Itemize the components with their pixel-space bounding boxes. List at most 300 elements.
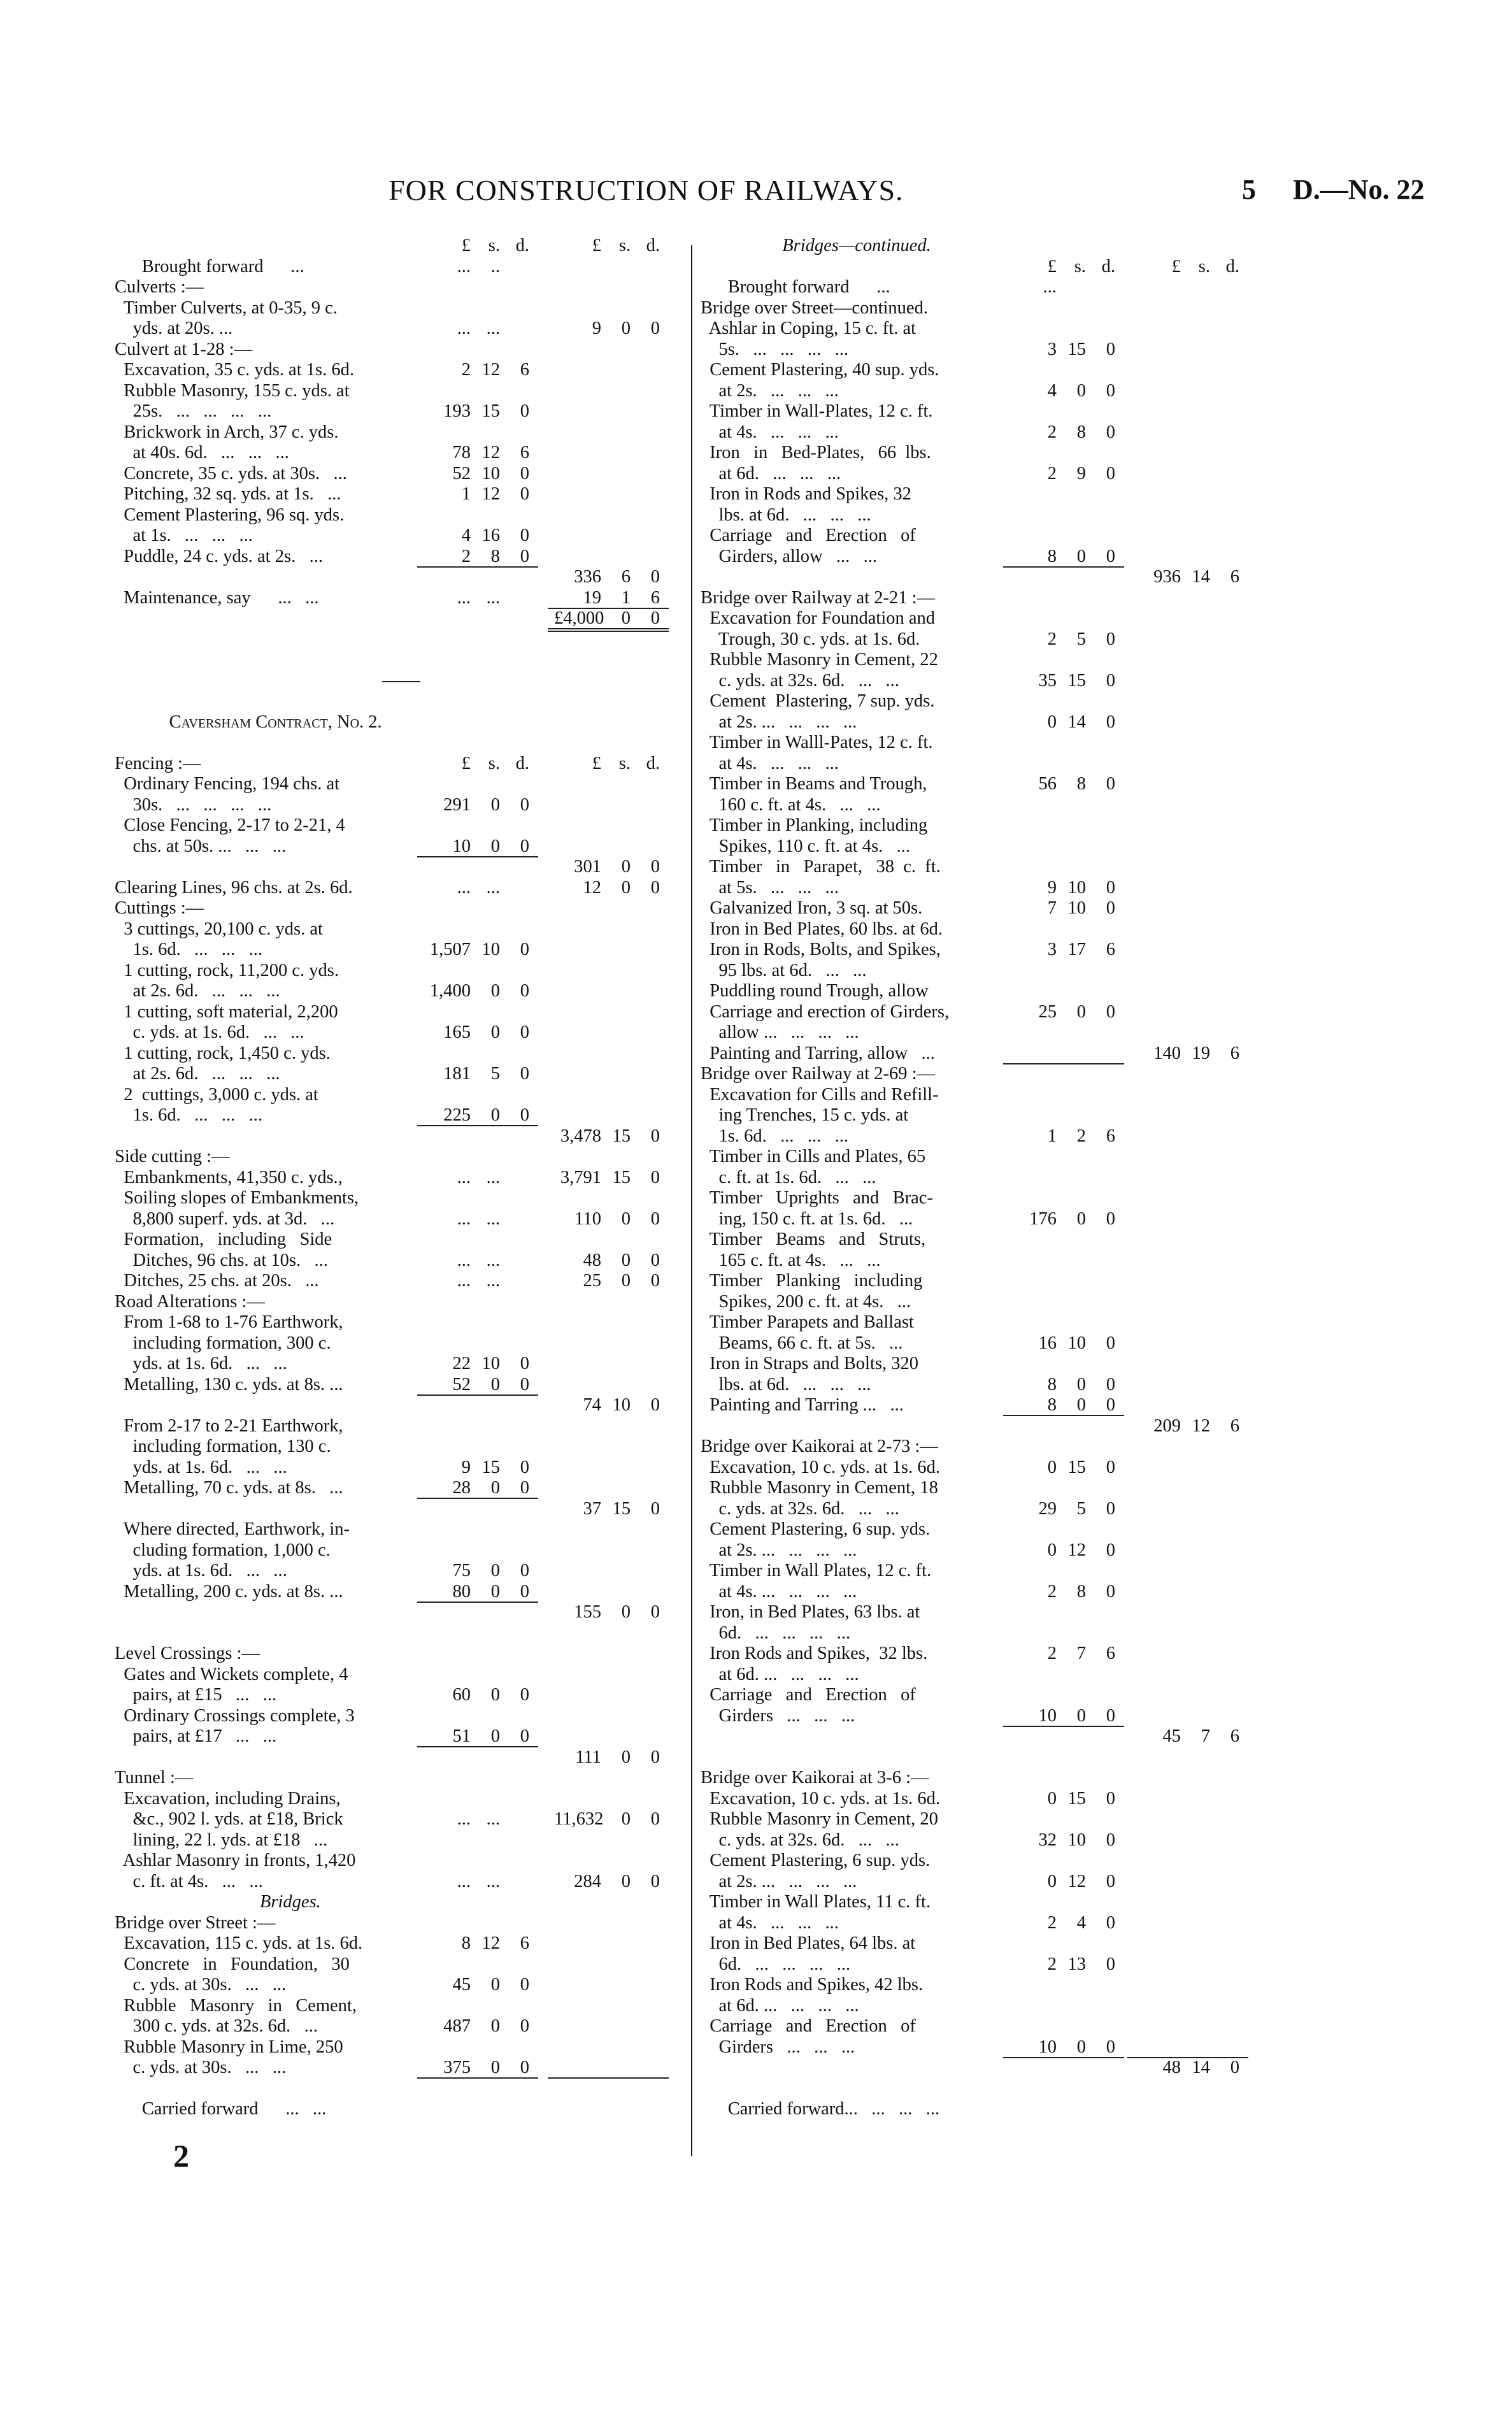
ledger-row bbox=[115, 1706, 688, 1727]
item-description: Ashlar Masonry in fronts, 1,420 bbox=[115, 1851, 356, 1870]
item-description: at 2s. ... ... ... ... bbox=[701, 1871, 857, 1891]
item-amount bbox=[1009, 1499, 1115, 1520]
pence-value: 0 bbox=[1106, 422, 1115, 442]
ledger-row bbox=[701, 1933, 1293, 1954]
ledger-row bbox=[115, 1209, 688, 1230]
item-description: allow ... ... ... ... bbox=[701, 1022, 859, 1042]
ledger-row bbox=[115, 733, 688, 754]
ledger-row bbox=[115, 1126, 688, 1147]
ledger-row bbox=[701, 981, 1293, 1002]
ledger-row bbox=[115, 1561, 688, 1582]
pounds-value: 8 bbox=[1047, 1395, 1057, 1415]
item-description: Concrete, 35 c. yds. at 30s. ... bbox=[115, 463, 347, 484]
ledger-row bbox=[701, 236, 1293, 257]
item-amount bbox=[424, 1975, 529, 1996]
pounds-value: 52 bbox=[452, 1374, 471, 1394]
shillings-value: s. bbox=[488, 236, 500, 255]
item-description: at 2s. 6d. ... ... ... bbox=[115, 1064, 280, 1084]
item-description: cluding formation, 1,000 c. bbox=[115, 1540, 331, 1560]
pence-value: 6 bbox=[1106, 1126, 1115, 1146]
subtotal-amount bbox=[554, 857, 660, 878]
pence-value: 0 bbox=[520, 940, 529, 959]
item-description: 6d. ... ... ... ... bbox=[701, 1623, 851, 1643]
pence-value: 0 bbox=[520, 1457, 529, 1477]
pounds-value: 176 bbox=[1029, 1208, 1057, 1229]
pounds-value: 336 bbox=[574, 567, 601, 587]
item-description: Iron, in Bed Plates, 63 lbs. at bbox=[701, 1602, 920, 1622]
item-description: Timber Parapets and Ballast bbox=[701, 1312, 914, 1332]
ledger-row bbox=[115, 588, 688, 609]
item-description: Ashlar in Coping, 15 c. ft. at bbox=[701, 319, 916, 338]
item-description: 1s. 6d. ... ... ... bbox=[115, 940, 262, 959]
pounds-value: ... bbox=[457, 1208, 471, 1229]
shillings-value: 5 bbox=[1076, 1498, 1086, 1519]
item-description: Timber in Wall Plates, 12 c. ft. bbox=[701, 1561, 932, 1580]
pence-value: 0 bbox=[650, 319, 660, 338]
sum-rule bbox=[382, 681, 420, 682]
item-amount bbox=[424, 1561, 529, 1582]
pence-value: 0 bbox=[520, 1685, 529, 1705]
ledger-row bbox=[701, 1188, 1293, 1209]
shillings-value: s. bbox=[618, 753, 631, 773]
ledger-row bbox=[115, 1789, 688, 1810]
item-description: Bridges. bbox=[115, 1892, 321, 1912]
shillings-value: 15 bbox=[612, 1126, 631, 1146]
subtotal-amount bbox=[1134, 1726, 1239, 1747]
item-description: Excavation for Foundation and bbox=[701, 608, 936, 628]
pence-value: 0 bbox=[520, 794, 529, 815]
item-amount bbox=[1009, 1395, 1115, 1416]
ledger-row bbox=[115, 712, 688, 733]
shillings-value: ... bbox=[486, 1250, 500, 1270]
ledger-row bbox=[701, 1333, 1293, 1354]
ledger-row bbox=[115, 919, 688, 940]
shillings-value bbox=[1057, 277, 1086, 298]
ledger-row bbox=[115, 671, 688, 692]
item-description: Close Fencing, 2-17 to 2-21, 4 bbox=[115, 815, 345, 835]
pence-value: 0 bbox=[520, 1726, 529, 1746]
item-description: 165 c. ft. at 4s. ... ... bbox=[701, 1250, 881, 1270]
shillings-value: 0 bbox=[621, 1809, 631, 1829]
subtotal-amount bbox=[554, 588, 660, 609]
pounds-value: 8 bbox=[1047, 1374, 1057, 1394]
pence-value: 0 bbox=[1106, 1333, 1115, 1353]
pounds-value: 28 bbox=[452, 1478, 471, 1498]
ledger-row bbox=[701, 691, 1293, 712]
item-amount bbox=[1009, 940, 1115, 961]
item-description: Timber Planking including bbox=[701, 1271, 923, 1291]
pence-value: 0 bbox=[1106, 1208, 1115, 1229]
shillings-value: s. bbox=[488, 753, 500, 773]
item-description: Caversham Contract, No. 2. bbox=[115, 712, 382, 732]
ledger-row bbox=[115, 1747, 688, 1768]
item-description: Fencing :— bbox=[115, 753, 201, 773]
pence-value bbox=[500, 1209, 529, 1230]
left-column bbox=[115, 236, 688, 2120]
item-amount bbox=[424, 1168, 529, 1189]
pence-value: 0 bbox=[650, 1498, 660, 1519]
ledger-row bbox=[115, 1043, 688, 1064]
pence-value bbox=[500, 1250, 529, 1272]
shillings-value: 6 bbox=[621, 567, 631, 587]
ledger-row bbox=[701, 1809, 1293, 1830]
pounds-value: £ bbox=[1171, 256, 1181, 276]
shillings-value: 0 bbox=[490, 1726, 500, 1746]
item-amount bbox=[424, 236, 529, 257]
item-description: Carriage and Erection of bbox=[701, 2016, 916, 2036]
ledger-row bbox=[115, 277, 688, 298]
pence-value: 6 bbox=[1230, 1726, 1239, 1746]
item-description: c. yds. at 1s. 6d. ... ... bbox=[115, 1022, 304, 1042]
page-number: 5 bbox=[1242, 174, 1256, 205]
item-amount bbox=[1009, 774, 1115, 795]
item-amount bbox=[424, 464, 529, 485]
ledger-row bbox=[701, 484, 1293, 505]
item-description: Bridges—continued. bbox=[701, 236, 931, 255]
subtotal-amount bbox=[554, 567, 660, 588]
ledger-row bbox=[701, 2099, 1293, 2120]
ledger-row bbox=[701, 277, 1293, 298]
item-description: c. yds. at 32s. 6d. ... ... bbox=[701, 1498, 899, 1519]
pence-value: 0 bbox=[520, 1374, 529, 1394]
pence-value: 6 bbox=[1106, 1644, 1115, 1663]
pounds-value: 80 bbox=[452, 1581, 471, 1602]
item-description: 1 cutting, rock, 11,200 c. yds. bbox=[115, 960, 339, 980]
item-description: Excavation, 115 c. yds. at 1s. 6d. bbox=[115, 1933, 363, 1953]
item-amount bbox=[424, 836, 529, 857]
pounds-value: ... bbox=[457, 256, 471, 276]
item-description: 160 c. ft. at 4s. ... ... bbox=[701, 794, 881, 815]
item-amount bbox=[424, 2016, 529, 2037]
item-description: Rubble Masonry in Lime, 250 bbox=[115, 2037, 343, 2057]
item-description: lbs. at 6d. ... ... ... bbox=[701, 505, 871, 525]
shillings-value: 8 bbox=[1076, 774, 1086, 794]
item-amount bbox=[1009, 1913, 1115, 1934]
item-amount bbox=[1009, 422, 1115, 443]
pounds-value: 35 bbox=[1038, 670, 1057, 691]
item-amount bbox=[424, 2058, 529, 2079]
pounds-value: ... bbox=[457, 877, 471, 898]
pence-value: 0 bbox=[650, 1271, 660, 1291]
pounds-value: 487 bbox=[443, 2016, 471, 2036]
item-amount bbox=[1009, 277, 1115, 298]
ledger-row bbox=[701, 1706, 1293, 1727]
shillings-value: 15 bbox=[612, 1498, 631, 1519]
pounds-value: 2 bbox=[1047, 1912, 1057, 1933]
shillings-value: 16 bbox=[481, 526, 500, 545]
item-description: at 4s. ... ... ... ... bbox=[701, 1581, 857, 1602]
pounds-value: 4 bbox=[461, 526, 471, 545]
item-description: at 2s. ... ... ... ... bbox=[701, 712, 857, 732]
ledger-row bbox=[115, 1168, 688, 1189]
ledger-row bbox=[115, 1416, 688, 1437]
shillings-value: 15 bbox=[1067, 1788, 1086, 1809]
pounds-value: 2 bbox=[1047, 629, 1057, 649]
item-description: Metalling, 200 c. yds. at 8s. ... bbox=[115, 1581, 343, 1602]
item-description: 2 cuttings, 3,000 c. yds. at bbox=[115, 1084, 318, 1105]
pounds-value: 291 bbox=[443, 794, 471, 815]
ledger-row bbox=[701, 1582, 1293, 1603]
ledger-row bbox=[701, 1665, 1293, 1686]
ledger-row bbox=[701, 754, 1293, 775]
ledger-row bbox=[701, 1312, 1293, 1333]
pounds-value: 2 bbox=[1047, 463, 1057, 484]
pence-value: 0 bbox=[1106, 1457, 1115, 1477]
ledger-row bbox=[115, 1975, 688, 1996]
shillings-value: 10 bbox=[1067, 1830, 1086, 1850]
ledger-row bbox=[701, 671, 1293, 692]
shillings-value: 15 bbox=[1067, 339, 1086, 359]
shillings-value: 0 bbox=[1076, 380, 1086, 401]
shillings-value: 8 bbox=[1076, 1581, 1086, 1602]
subtotal-amount bbox=[554, 1872, 660, 1893]
ledger-row bbox=[115, 1105, 688, 1126]
item-description: Iron in Bed-Plates, 66 lbs. bbox=[701, 443, 931, 462]
pounds-value: 1 bbox=[461, 484, 471, 504]
item-description: Cement Plastering, 40 sup. yds. bbox=[701, 360, 939, 380]
item-description: Excavation, 10 c. yds. at 1s. 6d. bbox=[701, 1788, 940, 1809]
item-description: Painting and Tarring ... ... bbox=[701, 1395, 904, 1415]
item-description: Timber in Walll-Pates, 12 c. ft. bbox=[701, 733, 933, 752]
shillings-value: s. bbox=[618, 236, 631, 255]
item-description: Carried forward ... ... bbox=[115, 2099, 327, 2119]
shillings-value: ... bbox=[486, 319, 500, 338]
ledger-row bbox=[701, 1085, 1293, 1106]
shillings-value: .. bbox=[490, 256, 500, 276]
shillings-value: 0 bbox=[621, 857, 631, 877]
item-amount bbox=[424, 1726, 529, 1747]
pounds-value: 225 bbox=[443, 1105, 471, 1125]
ledger-row bbox=[701, 1623, 1293, 1644]
item-description: Formation, including Side bbox=[115, 1229, 332, 1249]
shillings-value: 0 bbox=[490, 1685, 500, 1705]
shillings-value: 0 bbox=[1076, 546, 1086, 566]
pounds-value: ... bbox=[457, 1250, 471, 1270]
pence-value: 0 bbox=[1106, 629, 1115, 649]
ledger-row bbox=[115, 1271, 688, 1292]
ledger-row bbox=[115, 1996, 688, 2017]
item-description: 95 lbs. at 6d. ... ... bbox=[701, 960, 867, 980]
item-description: ing Trenches, 15 c. yds. at bbox=[701, 1105, 909, 1125]
ledger-row bbox=[115, 2099, 688, 2120]
ledger-row bbox=[701, 1354, 1293, 1375]
shillings-value: 12 bbox=[1067, 1871, 1086, 1891]
shillings-value: 10 bbox=[481, 940, 500, 959]
pounds-value: ... bbox=[457, 1809, 471, 1829]
item-description: Level Crossings :— bbox=[115, 1644, 260, 1663]
ledger-row bbox=[701, 1540, 1293, 1561]
shillings-value: 15 bbox=[1067, 670, 1086, 691]
item-description: 8,800 superf. yds. at 3d. ... bbox=[115, 1208, 335, 1229]
page-title: FOR CONSTRUCTION OF RAILWAYS. bbox=[389, 174, 904, 206]
ledger-row bbox=[115, 1602, 688, 1623]
item-description: Trough, 30 c. yds. at 1s. 6d. bbox=[701, 629, 920, 649]
item-description: Maintenance, say ... ... bbox=[115, 587, 319, 608]
item-description: Cement Plastering, 6 sup. yds. bbox=[701, 1851, 931, 1870]
pounds-value: ... bbox=[457, 587, 471, 608]
item-amount bbox=[424, 1582, 529, 1603]
shillings-value: 0 bbox=[490, 1105, 500, 1125]
item-description: Ditches, 96 chs. at 10s. ... bbox=[115, 1250, 328, 1270]
ledger-row bbox=[701, 2037, 1293, 2058]
item-description: ing, 150 c. ft. at 1s. 6d. ... bbox=[701, 1208, 913, 1229]
item-description: at 2s. 6d. ... ... ... bbox=[115, 981, 280, 1001]
pounds-value: 56 bbox=[1038, 774, 1057, 794]
pounds-value: 11,632 bbox=[554, 1809, 604, 1829]
ledger-row bbox=[701, 857, 1293, 878]
shillings-value: 0 bbox=[1076, 1395, 1086, 1415]
item-amount bbox=[424, 1022, 529, 1043]
item-amount bbox=[1009, 1582, 1115, 1603]
ledger-row bbox=[115, 1064, 688, 1085]
pence-value: 0 bbox=[520, 836, 529, 856]
item-description: Excavation for Cills and Refill- bbox=[701, 1084, 939, 1105]
pence-value: 0 bbox=[1106, 1871, 1115, 1891]
ledger-row bbox=[115, 940, 688, 961]
pence-value: 0 bbox=[1106, 670, 1115, 691]
pounds-value: 45 bbox=[1162, 1726, 1181, 1746]
item-description: at 4s. ... ... ... bbox=[701, 1912, 839, 1933]
ledger-row bbox=[115, 1354, 688, 1375]
ledger-row bbox=[115, 1292, 688, 1313]
item-description: lbs. at 6d. ... ... ... bbox=[701, 1374, 871, 1394]
item-description: Iron in Bed Plates, 64 lbs. at bbox=[701, 1933, 916, 1953]
pence-value: 0 bbox=[520, 1105, 529, 1125]
pence-value: 0 bbox=[650, 1809, 660, 1829]
pounds-value: 936 bbox=[1153, 567, 1181, 587]
item-description: chs. at 50s. ... ... ... bbox=[115, 836, 287, 856]
pence-value: 0 bbox=[1106, 463, 1115, 484]
pence-value: 0 bbox=[520, 1022, 529, 1042]
pounds-value: 181 bbox=[443, 1064, 471, 1084]
item-amount bbox=[1009, 2037, 1115, 2058]
item-description: Iron Rods and Spikes, 32 lbs. bbox=[701, 1644, 928, 1663]
pounds-value: 37 bbox=[583, 1498, 601, 1519]
subtotal-amount bbox=[554, 1209, 660, 1230]
shillings-value: 15 bbox=[481, 401, 500, 421]
ledger-row bbox=[115, 381, 688, 402]
item-description: at 4s. ... ... ... bbox=[701, 422, 839, 442]
ledger-row bbox=[701, 1209, 1293, 1230]
ledger-row bbox=[701, 1416, 1293, 1437]
ledger-row bbox=[115, 1519, 688, 1540]
item-description: Ordinary Fencing, 194 chs. at bbox=[115, 774, 340, 794]
shillings-value: 12 bbox=[481, 443, 500, 462]
item-amount bbox=[424, 547, 529, 568]
item-amount bbox=[424, 401, 529, 422]
pounds-value: 1 bbox=[1047, 1126, 1057, 1146]
ledger-row bbox=[115, 1954, 688, 1975]
pence-value: 0 bbox=[520, 401, 529, 421]
subtotal-amount bbox=[554, 1126, 660, 1147]
subtotal-amount bbox=[1134, 567, 1239, 588]
ledger-row bbox=[701, 547, 1293, 568]
ledger-row bbox=[115, 1623, 688, 1644]
pence-value: 0 bbox=[520, 2016, 529, 2036]
pounds-value: 301 bbox=[574, 857, 601, 877]
ledger-row bbox=[701, 1892, 1293, 1913]
ledger-row bbox=[115, 2079, 688, 2100]
ledger-row bbox=[701, 795, 1293, 816]
pounds-value: 2 bbox=[461, 546, 471, 566]
pence-value: 0 bbox=[520, 2058, 529, 2077]
item-description: Iron in Straps and Bolts, 320 bbox=[701, 1354, 918, 1373]
pounds-value: 140 bbox=[1153, 1043, 1181, 1063]
pence-value: 0 bbox=[650, 1126, 660, 1146]
item-description: pairs, at £15 ... ... bbox=[115, 1685, 277, 1705]
ledger-row bbox=[115, 401, 688, 422]
item-description: Cement Plastering, 96 sq. yds. bbox=[115, 505, 345, 525]
pence-value: 0 bbox=[520, 526, 529, 545]
item-description: including formation, 130 c. bbox=[115, 1437, 331, 1456]
item-description: 5s. ... ... ... ... bbox=[701, 339, 848, 359]
shillings-value: 0 bbox=[1076, 1208, 1086, 1229]
ledger-row bbox=[701, 1685, 1293, 1706]
ledger-row bbox=[115, 1229, 688, 1250]
pence-value: 6 bbox=[650, 587, 660, 608]
ledger-row bbox=[701, 381, 1293, 402]
item-amount bbox=[1009, 1209, 1115, 1230]
pence-value: 0 bbox=[520, 1354, 529, 1373]
item-description: Cement Plastering, 6 sup. yds. bbox=[701, 1519, 931, 1539]
item-description: Bridge over Railway at 2-69 :— bbox=[701, 1064, 936, 1084]
shillings-value: 0 bbox=[621, 608, 631, 628]
item-amount bbox=[424, 1271, 529, 1292]
ledger-row bbox=[701, 1768, 1293, 1789]
item-description: Bridge over Street :— bbox=[115, 1912, 276, 1933]
item-description: Iron in Rods, Bolts, and Spikes, bbox=[701, 940, 941, 959]
item-description: Where directed, Earthwork, in- bbox=[115, 1519, 350, 1539]
item-amount bbox=[424, 484, 529, 505]
ledger-row bbox=[115, 547, 688, 568]
ledger-row bbox=[701, 629, 1293, 650]
pence-value bbox=[500, 1872, 529, 1893]
ledger-row bbox=[115, 422, 688, 443]
item-description: Clearing Lines, 96 chs. at 2s. 6d. bbox=[115, 877, 353, 898]
item-description: at 4s. ... ... ... bbox=[701, 753, 839, 773]
shillings-value: 0 bbox=[621, 1747, 631, 1767]
subtotal-amount bbox=[554, 1250, 660, 1272]
pence-value: d. bbox=[1101, 256, 1115, 276]
item-amount bbox=[424, 1933, 529, 1954]
item-description: lining, 22 l. yds. at £18 ... bbox=[115, 1830, 328, 1850]
ledger-row bbox=[115, 2016, 688, 2037]
item-amount bbox=[1009, 1126, 1115, 1147]
pence-value: 0 bbox=[650, 1602, 660, 1622]
ledger-row bbox=[115, 1644, 688, 1665]
item-description: 6d. ... ... ... ... bbox=[701, 1954, 851, 1974]
ledger-row bbox=[701, 567, 1293, 588]
item-description: yds. at 20s. ... bbox=[115, 319, 233, 338]
item-description: Timber in Parapet, 38 c. ft. bbox=[701, 857, 941, 877]
ledger-row bbox=[115, 1892, 688, 1913]
ledger-row bbox=[115, 236, 688, 257]
item-description: yds. at 1s. 6d. ... ... bbox=[115, 1561, 287, 1580]
pence-value: 0 bbox=[520, 546, 529, 566]
item-amount bbox=[424, 1209, 529, 1230]
pence-value: 0 bbox=[1106, 1912, 1115, 1933]
item-description: Timber in Wall Plates, 11 c. ft. bbox=[701, 1892, 931, 1912]
ledger-row bbox=[115, 319, 688, 340]
item-description: Beams, 66 c. ft. at 5s. ... bbox=[701, 1333, 903, 1353]
ledger-row bbox=[701, 1644, 1293, 1665]
subtotal-amount bbox=[554, 1395, 660, 1416]
item-amount bbox=[424, 795, 529, 816]
ledger-row bbox=[115, 1002, 688, 1023]
pounds-value: 78 bbox=[452, 443, 471, 462]
pounds-value: 51 bbox=[452, 1726, 471, 1746]
shillings-value: 19 bbox=[1192, 1043, 1210, 1063]
